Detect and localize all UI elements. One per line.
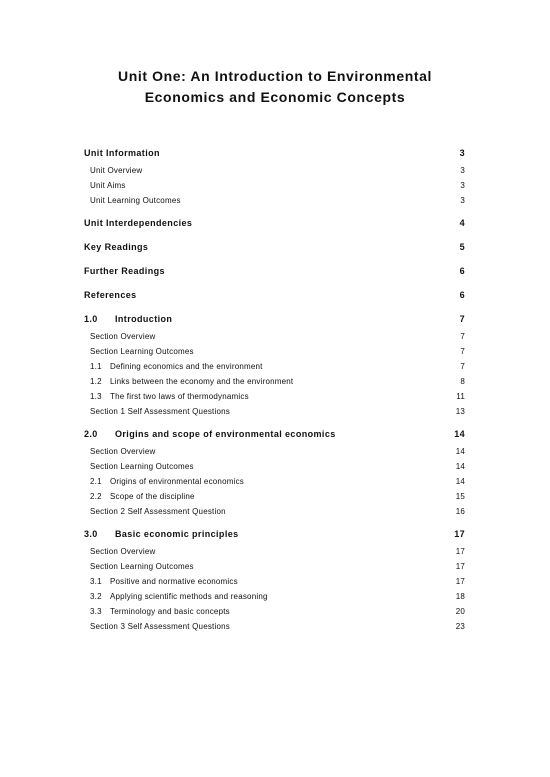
toc-entry-label: Origins of environmental economics: [110, 477, 244, 486]
toc-entry-heading: [90, 404, 230, 419]
toc-entry-minor[interactable]: [84, 504, 465, 519]
toc-subsection-number: 1.1: [90, 362, 102, 371]
toc-page-number: 18: [455, 592, 465, 601]
toc-entry-label: Scope of the discipline: [110, 492, 195, 501]
toc-entry-minor[interactable]: [84, 344, 465, 359]
toc-entry-heading: [90, 544, 155, 559]
toc-entry-heading: [84, 427, 336, 441]
toc-entry-heading: [90, 344, 194, 359]
toc-entry-heading: [90, 559, 194, 574]
toc-page-number: 3: [460, 166, 465, 175]
title-line-1: Unit One: An Introduction to Environmental: [118, 68, 432, 84]
toc-section-number: 3.0: [84, 529, 98, 539]
toc-page-number: 3: [460, 196, 465, 205]
toc-section: [84, 240, 465, 254]
toc-entry-major[interactable]: [84, 216, 465, 230]
toc-entry-minor[interactable]: [84, 374, 465, 389]
toc-page-number: 5: [459, 242, 465, 252]
toc-entry-label: Basic economic principles: [115, 529, 239, 539]
toc-entry-heading: [90, 619, 230, 634]
toc-entry-label: Section Learning Outcomes: [90, 562, 194, 571]
toc-page-number: 7: [459, 314, 465, 324]
toc-section: [84, 216, 465, 230]
toc-entry-label: Links between the economy and the environment: [110, 377, 294, 386]
toc-subsection-number: 3.3: [90, 607, 102, 616]
toc-entry-major[interactable]: [84, 527, 465, 541]
toc-section: [84, 264, 465, 278]
toc-entry-minor[interactable]: [84, 489, 465, 504]
toc-subsection-number: 1.2: [90, 377, 102, 386]
toc-entry-major[interactable]: [84, 240, 465, 254]
toc-entry-minor[interactable]: [84, 359, 465, 374]
toc-entry-minor[interactable]: [84, 404, 465, 419]
toc-entry-heading: [90, 604, 230, 619]
toc-entry-heading: [90, 193, 181, 208]
toc-section: [84, 146, 465, 208]
toc-entry-minor[interactable]: [84, 589, 465, 604]
toc-entry-minor[interactable]: [84, 193, 465, 208]
toc-entry-heading: [90, 374, 293, 389]
toc-entry-label: Applying scientific methods and reasoning: [110, 592, 268, 601]
toc-entry-heading: [84, 146, 160, 160]
toc-entry-heading: [84, 288, 137, 302]
toc-page-number: 16: [455, 507, 465, 516]
toc-entry-heading: [90, 359, 263, 374]
toc-page-number: 7: [460, 362, 465, 371]
toc-section: [84, 312, 465, 419]
toc-entry-heading: [90, 574, 238, 589]
toc-entry-minor[interactable]: [84, 444, 465, 459]
toc-section: [84, 288, 465, 302]
toc-subsection-number: 1.3: [90, 392, 102, 401]
toc-entry-label: Origins and scope of environmental economics: [115, 429, 336, 439]
toc-entry-minor[interactable]: [84, 389, 465, 404]
toc-entry-label: Further Readings: [84, 266, 165, 276]
toc-entry-label: Terminology and basic concepts: [110, 607, 230, 616]
toc-entry-label: Unit Information: [84, 148, 160, 158]
toc-entry-label: References: [84, 290, 137, 300]
toc-entry-label: The first two laws of thermodynamics: [110, 392, 249, 401]
toc-page-number: 7: [460, 332, 465, 341]
toc-entry-label: Section Overview: [90, 447, 156, 456]
toc-entry-label: Positive and normative economics: [110, 577, 238, 586]
toc-entry-minor[interactable]: [84, 178, 465, 193]
toc-page-number: 14: [455, 462, 465, 471]
toc-entry-major[interactable]: [84, 427, 465, 441]
toc-entry-heading: [90, 389, 249, 404]
toc-page-number: 6: [459, 290, 465, 300]
toc-page-number: 4: [459, 218, 465, 228]
toc-page-number: 14: [455, 447, 465, 456]
title-line-2: Economics and Economic Concepts: [144, 89, 406, 105]
toc-entry-label: Section Overview: [90, 547, 156, 556]
toc-page-number: 15: [455, 492, 465, 501]
toc-page-number: 3: [460, 181, 465, 190]
toc-entry-major[interactable]: [84, 312, 465, 326]
toc-section: [84, 527, 465, 634]
toc-entry-label: Unit Interdependencies: [84, 218, 193, 228]
toc-entry-minor[interactable]: [84, 544, 465, 559]
toc-page-number: 17: [455, 562, 465, 571]
toc-entry-heading: [84, 216, 192, 230]
toc-entry-major[interactable]: [84, 264, 465, 278]
toc-entry-label: Key Readings: [84, 242, 149, 252]
toc-section-number: 1.0: [84, 314, 98, 324]
toc-entry-minor[interactable]: [84, 459, 465, 474]
toc-entry-minor[interactable]: [84, 619, 465, 634]
toc-entry-heading: [90, 504, 226, 519]
toc-page-number: 14: [454, 429, 465, 439]
toc-entry-label: Defining economics and the environment: [110, 362, 263, 371]
toc-entry-label: Section 2 Self Assessment Question: [90, 507, 226, 516]
toc-entry-heading: [90, 329, 155, 344]
toc-entry-heading: [90, 589, 268, 604]
toc-page-number: 3: [459, 148, 465, 158]
toc-entry-label: Unit Learning Outcomes: [90, 196, 181, 205]
toc-entry-label: Section Learning Outcomes: [90, 462, 194, 471]
toc-entry-heading: [90, 178, 126, 193]
toc-entry-heading: [90, 459, 194, 474]
table-of-contents: [84, 146, 465, 642]
toc-entry-label: Unit Overview: [90, 166, 143, 175]
toc-page-number: 14: [455, 477, 465, 486]
toc-entry-label: Section 1 Self Assessment Questions: [90, 407, 230, 416]
toc-entry-major[interactable]: [84, 288, 465, 302]
toc-subsection-number: 3.2: [90, 592, 102, 601]
toc-entry-label: Section Learning Outcomes: [90, 347, 194, 356]
toc-entry-minor[interactable]: [84, 604, 465, 619]
toc-entry-heading: [90, 474, 244, 489]
toc-entry-heading: [84, 240, 148, 254]
toc-entry-heading: [84, 264, 165, 278]
toc-subsection-number: 2.2: [90, 492, 102, 501]
toc-entry-minor[interactable]: [84, 329, 465, 344]
toc-page-number: 20: [455, 607, 465, 616]
toc-page-number: 13: [455, 407, 465, 416]
toc-entry-minor[interactable]: [84, 474, 465, 489]
toc-entry-label: Unit Aims: [90, 181, 126, 190]
toc-entry-minor[interactable]: [84, 574, 465, 589]
toc-entry-heading: [90, 489, 195, 504]
toc-section-number: 2.0: [84, 429, 98, 439]
toc-entry-heading: [84, 312, 172, 326]
toc-entry-heading: [84, 527, 239, 541]
toc-section: [84, 427, 465, 519]
toc-subsection-number: 2.1: [90, 477, 102, 486]
toc-page-number: 17: [455, 547, 465, 556]
toc-entry-minor[interactable]: [84, 559, 465, 574]
toc-page-number: 11: [456, 392, 465, 401]
toc-entry-heading: [90, 163, 142, 178]
document-title: [0, 66, 550, 108]
toc-page-number: 17: [454, 529, 465, 539]
toc-page-number: 17: [455, 577, 465, 586]
toc-entry-heading: [90, 444, 155, 459]
toc-page-number: 23: [455, 622, 465, 631]
toc-entry-label: Introduction: [115, 314, 173, 324]
toc-entry-label: Section 3 Self Assessment Questions: [90, 622, 230, 631]
toc-page-number: 8: [460, 377, 465, 386]
toc-page-number: 6: [459, 266, 465, 276]
toc-entry-major[interactable]: [84, 146, 465, 160]
toc-entry-minor[interactable]: [84, 163, 465, 178]
toc-page-number: 7: [460, 347, 465, 356]
toc-subsection-number: 3.1: [90, 577, 102, 586]
toc-entry-label: Section Overview: [90, 332, 156, 341]
